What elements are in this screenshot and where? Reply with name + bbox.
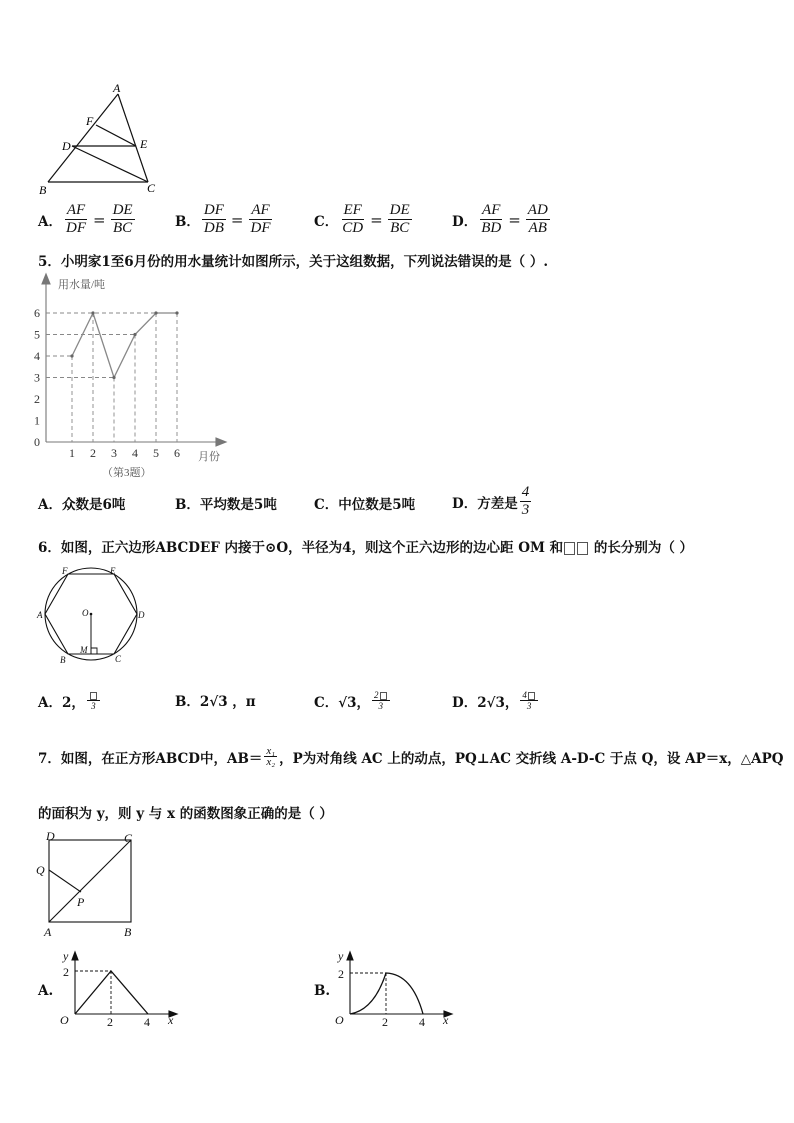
lhs-num: EF [343, 202, 362, 218]
q6-hexagon-figure [34, 562, 154, 672]
missing-glyph-icon [90, 692, 97, 700]
option-letter: D． [452, 213, 478, 230]
q6-label-c: C [115, 654, 122, 664]
q6-option-d[interactable] [452, 690, 540, 711]
frac-num [87, 690, 100, 701]
frac-den: 3 [91, 701, 96, 711]
q7-label-d: D [46, 830, 55, 843]
q6-stem [38, 536, 693, 556]
option-letter: A． [38, 213, 62, 230]
lhs-num: DF [203, 202, 224, 218]
frac-num [372, 690, 390, 701]
rhs-num: DE [112, 202, 133, 218]
rhs-den: AB [528, 220, 547, 236]
frac-num-digit: 4 [522, 690, 527, 700]
q4-option-c[interactable] [314, 202, 414, 237]
q5-xtick-label: 3 [111, 446, 117, 460]
q5-data-point [175, 311, 178, 314]
q5-data-point [70, 354, 73, 357]
q7-label-b: B [124, 925, 132, 939]
q6-option-b[interactable] [175, 690, 256, 710]
option-letter: A． [38, 497, 62, 513]
q4-label-d: D [62, 139, 71, 153]
q5-ytick-label: 2 [34, 392, 40, 406]
equals: = [230, 210, 244, 229]
q6-label-a: A [37, 610, 43, 620]
q6-label-o: O [82, 608, 89, 618]
rhs-den: BC [112, 220, 133, 236]
q4-triangle-figure [36, 80, 166, 198]
q6-label-m: M [80, 645, 88, 655]
q5-option-a[interactable] [38, 493, 125, 513]
q6-stem-text: 6．如图，正六边形ABCDEF 内接于⊙O，半径为4，则这个正六边形的边心距 OM 和 [38, 540, 564, 556]
q7-stem-line1 [38, 746, 784, 767]
q5-xtick-label: 5 [153, 446, 159, 460]
option-text: 中位数是5吨 [338, 497, 416, 513]
lhs-num: AF [66, 202, 86, 218]
q5-option-c[interactable] [314, 493, 415, 513]
q5-data-point [112, 376, 115, 379]
missing-glyph-icon [380, 692, 387, 700]
q6-label-e: E [110, 566, 116, 576]
q7-label-q: Q [36, 863, 45, 877]
rhs-den: DF [250, 220, 271, 236]
axis-y-label: y [338, 949, 344, 963]
q4-label-a: A [113, 81, 121, 95]
q4-option-a[interactable] [38, 202, 137, 237]
tick-x-4: 4 [144, 1015, 150, 1029]
lhs-den: BD [481, 220, 502, 236]
rhs-num: AD [527, 202, 548, 218]
origin-label: O [335, 1013, 344, 1027]
q7-option-a-graph[interactable] [55, 948, 185, 1030]
q7-option-a-letter[interactable]: A. [38, 983, 54, 999]
option-letter: D． [452, 694, 478, 711]
rhs-num: DE [389, 202, 410, 218]
q4-option-d[interactable] [452, 202, 552, 237]
option-letter: B． [175, 497, 200, 513]
option-text: 方差是 [477, 495, 518, 512]
q5-data-point [154, 311, 157, 314]
q5-data-point [91, 311, 94, 314]
lhs-den: CD [342, 220, 364, 236]
lhs-num: AF [482, 202, 501, 218]
frac-den: 3 [378, 701, 384, 711]
option-text: 2√3， [477, 694, 519, 711]
q5-xtick-label: 1 [69, 446, 75, 460]
q7-option-b-letter[interactable]: B. [314, 983, 331, 999]
equals: = [92, 210, 106, 229]
rhs-num: AF [251, 202, 270, 218]
q6-label-b: B [60, 655, 66, 665]
frac-den: x₂ [266, 756, 276, 768]
q5-xlabel: 月份 [198, 451, 220, 463]
q7-stem-b: ，P为对角线 AC 上的动点，PQ⊥AC 交折线 A-D-C 于点 Q，设 AP＝x，△APQ [279, 750, 784, 767]
q5-ytick-label: 1 [34, 413, 40, 428]
option-letter: C． [314, 694, 339, 711]
lhs-den: DF [65, 220, 86, 236]
q5-caption: （第3题） [102, 467, 152, 479]
q7-stem-a: 7．如图，在正方形ABCD中，AB＝ [38, 750, 263, 767]
option-letter: C． [314, 213, 339, 230]
frac-den: 3 [521, 502, 530, 518]
option-text: 2√3 ，π [199, 694, 256, 710]
q5-xtick-label: 2 [90, 446, 96, 460]
axis-x-label: x [168, 1013, 174, 1027]
tick-y-2: 2 [63, 965, 69, 979]
missing-glyph-icon [577, 542, 588, 555]
tick-y-2: 2 [338, 967, 344, 981]
frac-num: x₁ [266, 745, 276, 757]
option-text: 平均数是5吨 [199, 497, 277, 513]
q5-xtick-label: 4 [132, 446, 138, 460]
tick-x-4: 4 [419, 1015, 425, 1029]
q7-square-figure [34, 830, 144, 942]
option-letter: A． [38, 694, 62, 711]
q5-ytick-label: 3 [34, 370, 40, 385]
q5-water-usage-chart [30, 272, 240, 484]
frac-num-digit: 2 [374, 690, 379, 700]
option-letter: B． [175, 213, 200, 230]
rhs-den: BC [390, 220, 410, 236]
q5-option-d[interactable] [452, 484, 533, 519]
frac-den: 3 [526, 701, 532, 711]
frac-num [520, 690, 538, 701]
q5-ytick-label: 6 [34, 306, 40, 320]
option-letter: C． [314, 497, 339, 513]
q5-series-line [72, 313, 177, 378]
option-letter: D． [452, 495, 478, 512]
q5-ytick-label: 5 [34, 327, 40, 342]
q7-label-a: A [44, 925, 52, 939]
q4-label-e: E [140, 137, 148, 151]
option-text: 众数是6吨 [61, 497, 126, 513]
q5-stem: 5．小明家1至6月份的用水量统计如图所示，关于这组数据，下列说法错误的是（ ）. [38, 254, 549, 270]
q5-ytick-label: 4 [34, 349, 40, 363]
equals: = [508, 210, 521, 229]
q4-label-b: B [39, 183, 47, 197]
q7-label-p: P [77, 895, 85, 909]
q5-ylabel: 用水量/吨 [58, 279, 106, 291]
q6-label-d: D [138, 610, 145, 620]
q5-option-b[interactable] [175, 493, 277, 513]
option-text: 2， [61, 694, 85, 711]
q4-option-b[interactable] [175, 202, 275, 237]
origin-label: O [60, 1013, 69, 1027]
equals: = [370, 210, 383, 229]
axis-y-label: y [63, 949, 69, 963]
q5-ytick-label: 0 [34, 435, 40, 449]
q6-stem-tail: 的长分别为（ ） [589, 540, 694, 556]
option-text: √3， [338, 694, 371, 711]
q4-label-c: C [147, 181, 156, 195]
missing-glyph-icon [528, 692, 535, 700]
q6-label-f: F [62, 566, 68, 576]
q4-label-f: F [86, 114, 94, 128]
lhs-den: DB [203, 220, 224, 236]
q6-option-c[interactable] [314, 690, 392, 711]
tick-x-2: 2 [382, 1015, 388, 1029]
q7-stem-line2: 的面积为 y，则 y 与 x 的函数图象正确的是（ ） [38, 806, 333, 822]
q5-xtick-label: 6 [174, 446, 180, 460]
axis-x-label: x [443, 1013, 449, 1027]
missing-glyph-icon [564, 542, 575, 555]
frac-num: 4 [521, 484, 530, 500]
q7-label-c: C [124, 831, 133, 845]
tick-x-2: 2 [107, 1015, 113, 1029]
q5-data-point [133, 333, 136, 336]
q7-option-b-graph[interactable] [330, 948, 460, 1030]
q6-option-a[interactable] [38, 690, 102, 711]
option-letter: B． [175, 694, 200, 710]
